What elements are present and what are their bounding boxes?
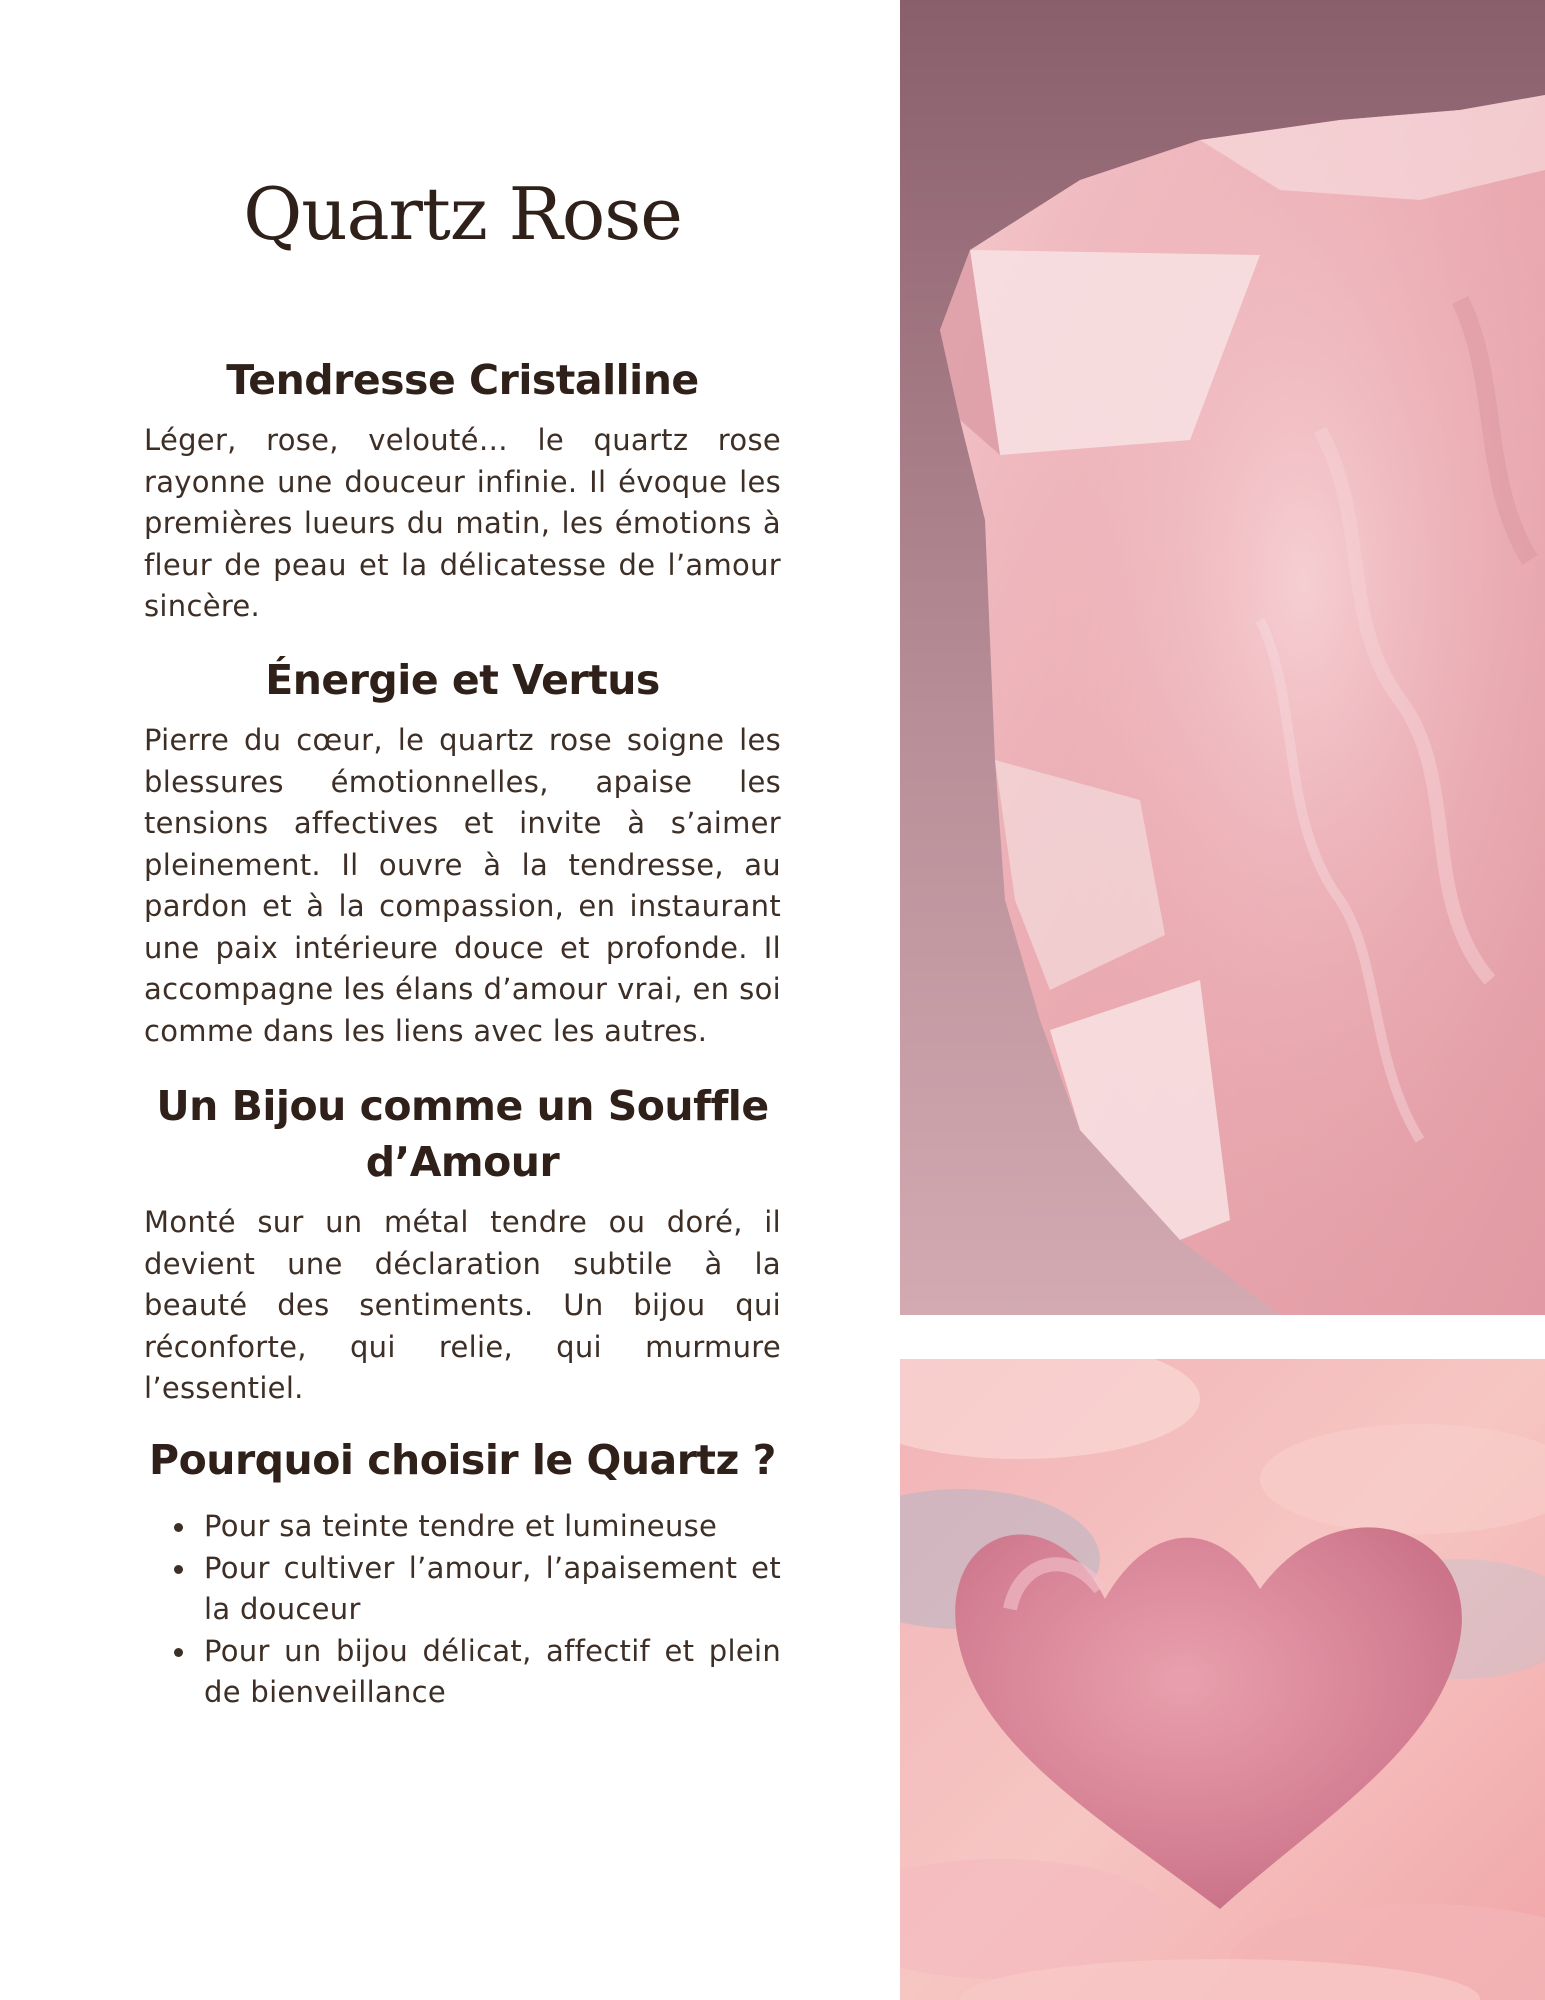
section-heading: Pourquoi choisir le Quartz ?: [149, 1436, 776, 1484]
section-paragraph: Léger, rose, velouté… le quartz rose rayonne une douceur infinie. Il évoque les premières lueurs du matin, les émotions à fleur de peau et la délicatesse de l’amour sincère.: [144, 423, 781, 623]
list-item: Pour sa teinte tendre et lumineuse: [204, 1506, 781, 1548]
section-energie: [144, 652, 781, 1052]
page-title: Quartz Rose: [243, 172, 682, 256]
pink-cloud-heart-image: [900, 1359, 1545, 2000]
rose-quartz-crystal-image: [900, 0, 1545, 1315]
section-tendresse: [144, 352, 781, 628]
section-paragraph: Monté sur un métal tendre ou doré, il devient une déclaration subtile à la beauté des sentiments. Un bijou qui réconforte, qui relie, qui murmure l’essentiel.: [144, 1205, 781, 1405]
list-item: Pour cultiver l’amour, l’apaisement et la douceur: [204, 1548, 781, 1631]
section-pourquoi: [144, 1432, 781, 1714]
section-bijou: [144, 1078, 781, 1410]
section-heading: Énergie et Vertus: [265, 656, 660, 704]
section-heading: Un Bijou comme un Souffle d’Amour: [156, 1082, 769, 1186]
section-paragraph: Pierre du cœur, le quartz rose soigne les blessures émotionnelles, apaise les tensions affectives et invite à s’aimer pleinement. Il ouvre à la tendresse, au pardon et à la compassion, en instaurant une paix intérieure douce et profonde. Il accompagne les élans d’amour vrai, en soi comme dans les liens avec les autres.: [144, 723, 781, 1048]
reasons-list: [144, 1506, 781, 1714]
section-heading: Tendresse Cristalline: [226, 356, 699, 404]
list-item: Pour un bijou délicat, affectif et plein de bienveillance: [204, 1631, 781, 1714]
